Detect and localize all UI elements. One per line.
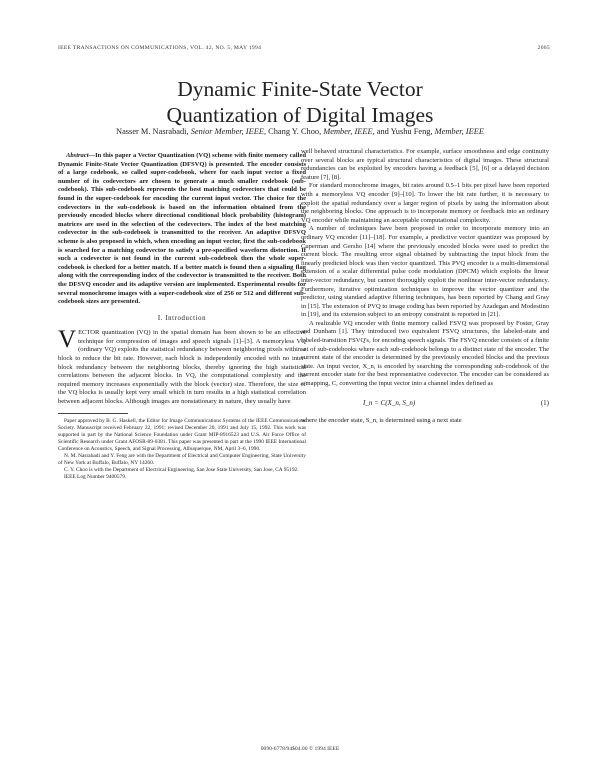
paper-title — [0, 76, 600, 128]
right-paragraph-4: A realizable VQ encoder with finite memory called FSVQ was proposed by Foster, Gray and Dunham [1]. They introduced two equivalent FSVQ structures, the labeled-state and labeled-transition FSVQ's, for encoding speech signals. The FSVQ encoder consists of a finite set of sub-codebooks where each sub-codebook belongs to a distinct state of the encoder. The current state of the encoder is determined by the previously encoded blocks and the previous state. An input vector, X_n, is encoded by searching the corresponding sub-codebook of the current encoder state for the best representative codevector. The encoder can be considered as a mapping, C, converting the input vector into a channel index defined as — [301, 319, 549, 388]
title-line-1: Dynamic Finite-State Vector — [177, 77, 423, 101]
abstract-text: In this paper a Vector Quantization (VQ) scheme with finite memory called Dynamic Finite-State Vector Quantization (DFSVQ) is presented. The encoder consists of a large codebook, so called super-codebook, where for each input vector a fixed number of its codevectors are chosen to generate a much smaller codebook (sub-codebook). This sub-codebook represents the best matching codevectors that could be found in the super-codebook for encoding the current input vector. The choice for the codevectors in the sub-codebook is based on the information obtained from the previously encoded blocks where directional conditional block probability (histogram) matrices are used in the selection of the codevectors. The index of the best matching codevector in the sub-codebook is transmitted to the receiver. An adaptive DFSVQ scheme is also proposed in which, when encoding an input vector, first the sub-codebook is searched for a matching codevector to satisfy a pre-specified waveform distortion. If such a codevector is not found in the current sub-codebook then the whole super-codebook is checked for a better match. If a better match is found then a signaling flag along with the corresponding index of the codevector is transmitted to the receiver. Both the DFSVQ encoder and its adaptive version are implemented. Experimental results for several monochrome images with a super-codebook size of 256 or 512 and different sub-codebook sizes are presented. — [58, 152, 306, 306]
footnote-1: Paper approved by B. G. Haskell, the Editor for Image Communications Systems of the IEEE Communications Society. Manuscript received February 22, 1991; revised December 20, 1991 and July 15, 1992. This work was supported in part by the National Science Foundation under Grant MIP-8916523 and U.S. Air Force Office of Scientific Research under Grant AFOSR-89-0381. This paper was presented in part at the 1990 IEEE International Conference on Acoustics, Speech, and Signal Processing, Albuquerque, NM, April 3–6, 1990. — [58, 417, 306, 452]
author-line — [0, 127, 600, 136]
equation-number: (1) — [540, 398, 549, 407]
footnote-rule — [58, 413, 128, 414]
intro-paragraph — [58, 326, 306, 406]
right-paragraph-1: well behaved structural characteristics. For example, surface smoothness and edge continuity over several blocks are typical structural characteristics of digital images. These structural redundancies can be exploited by encoders having a feedback [5], [6] or a delayed decision feature [7], [8]. — [301, 148, 549, 181]
author-3-role: Member, IEEE — [434, 127, 484, 136]
abstract — [58, 152, 306, 307]
journal-header: IEEE TRANSACTIONS ON COMMUNICATIONS, VOL. 42, NO. 5, MAY 1994 — [58, 45, 262, 51]
title-line-2: Quantization of Digital Images — [166, 103, 434, 127]
section-heading-introduction: I. Introduction — [157, 314, 207, 322]
page-number: 2005 — [537, 45, 550, 51]
author-3-name: and Yushu Feng, — [376, 127, 433, 136]
equation-body: I_n = C(X_n, S_n) — [363, 398, 416, 407]
copyright-code: 0090-6778/94$04.00 © 1994 IEEE — [260, 746, 340, 752]
running-header — [58, 45, 550, 51]
author-2-name: Chang Y. Choo, — [268, 127, 322, 136]
drop-cap: V — [58, 326, 77, 354]
abstract-lead: Abstract— — [66, 152, 96, 159]
author-2-role: Member, IEEE, — [323, 127, 375, 136]
right-paragraph-2: For standard monochrome images, bit rates around 0.5–1 bits per pixel have been reported with a memoryless VQ encoder [9]–[10]. To lower the bit rate further, it is necessary to exploit the spatial redundancy over a larger region of pixels by using the information about the neighboring blocks. One approach is to incorporate memory or feedback into an ordinary VQ encoder while maintaining an acceptable computational complexity. — [301, 182, 549, 224]
footnote-3: C. Y. Choo is with the Department of Electrical Engineering, San Jose State University, San Jose, CA 95192. — [64, 467, 299, 474]
author-1-name: Nasser M. Nasrabadi, — [116, 127, 189, 136]
equation-1 — [301, 389, 549, 418]
right-column — [301, 148, 549, 426]
left-column — [58, 152, 306, 481]
footnote-2: N. M. Nasrabadi and Y. Feng are with the Department of Electrical and Computer Engineering, State University of New York at Buffalo, Buffalo, NY 14260. — [58, 453, 306, 467]
author-1-role: Senior Member, IEEE, — [190, 127, 267, 136]
right-paragraph-5: where the encoder state, S_n, is determined using a next state — [301, 417, 462, 425]
footnote-4: IEEE Log Number 9400579. — [64, 474, 127, 481]
intro-text: ECTOR quantization (VQ) in the spatial domain has been shown to be an effective technique for compression of images and speech signals [1]–[3]. A memoryless VQ (ordinary VQ) exploits the statistical redundancy between neighboring pixels within a block to reduce the bit rate. However, each block is independently encoded with no inter-block redundancy between the neighboring blocks, thereby ignoring the high statistical correlations between the adjacent blocks. In VQ, the computational complexity and the required memory increases exponentially with the block (vector) size. Therefore, the size of the VQ blocks is usually kept very small which in turn results in a high statistical correlation between adjacent blocks. Although images are nonstationary in nature, they usually have — [58, 329, 306, 406]
right-paragraph-3: A number of techniques have been proposed in order to incorporate memory into an ordinary VQ encoder [11]–[18]. For example, a predictive vector quantizer was proposed by Cuperman and Gersho [14] where the previously encoded blocks were used to predict the current block. The resulting error signal obtained by subtracting the input block from the linearly predicted block was then vector quantized. This PVQ encoder is a multi-dimensional extension of a scalar differential pulse code modulation (DPCM) which exploits the linear inter-vector redundancy, but cannot thoroughly exploit the nonlinear inter-vector redundancy. Furthermore, iterative optimization techniques to improve the vector quantizer and the predictor, using standard adaptive filtering techniques, has been reported by Chang and Gray in [15]. The extension of PVQ to image coding has been reported by Azadegan and Modestino in [19], and its extension subject to an entropy constraint is reported in [21]. — [301, 225, 549, 319]
